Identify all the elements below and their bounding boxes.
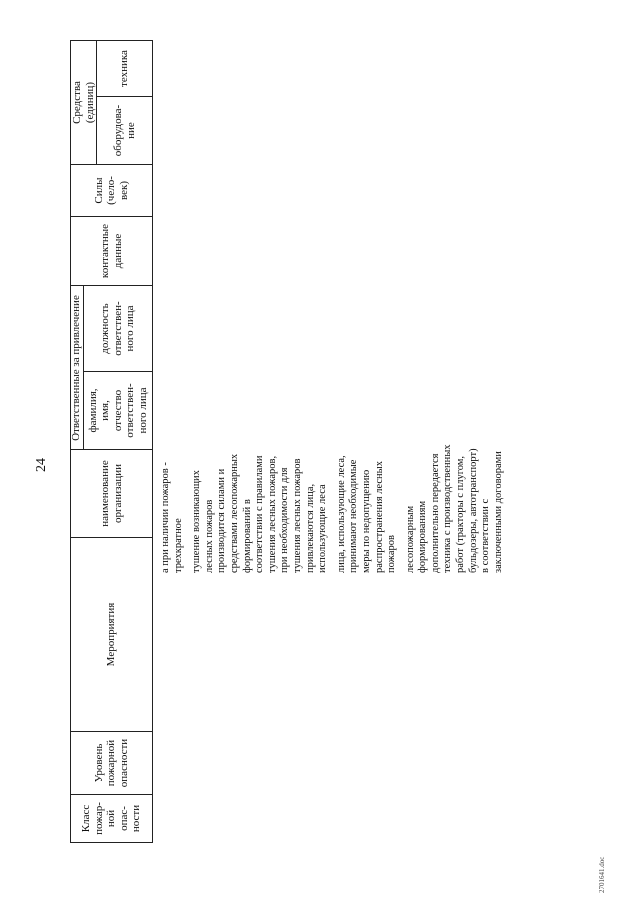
measures-text-line: тушения лесных пожаров [291,458,303,573]
header-person-line: ного лица [136,387,149,434]
measures-text-line: дополнительно передается [429,453,441,573]
measures-text-line: лица, использующие леса, [335,455,347,573]
header-machinery-label: техника [118,50,131,87]
measures-text-line: формированиям [417,500,429,573]
measures-text-line: принимают необходимые [348,459,360,573]
measures-text-line: тушение возникающих [191,470,203,573]
header-means-line: (единиц) [83,81,96,124]
measures-text-line: пожаров [386,535,398,573]
measures-text-line: производится силами и [216,468,228,573]
header-org-line: организации [111,463,124,524]
header-position-cell [84,286,152,371]
header-person-line: имя, [99,400,112,421]
header-contacts-line: данные [111,233,124,269]
measures-text-line: привлекаются лица, [304,483,316,573]
footer-doc-code: 2701641.doc [598,856,606,893]
header-class-line: ности [130,804,143,833]
measures-text-line: техника с производственных [442,444,454,573]
header-org-line: наименование [99,460,111,527]
header-class-line: пожар- [92,802,105,835]
measures-text-line: меры по недопущению [360,469,372,573]
header-class-cell [71,795,152,842]
header-person-name-cell [84,372,152,449]
header-person-line: ответствен- [124,383,137,438]
measures-text-line: тушения лесных пожаров, [266,455,278,573]
measures-text-line: использующие леса [317,484,329,573]
header-machinery-cell [97,41,152,96]
header-responsible-group [70,286,83,450]
measures-text-line: заключенными договорами [492,451,504,573]
header-equipment-line: оборудова- [112,104,124,157]
measures-text-line: а при наличии пожаров - [160,462,171,573]
measures-text-line: в соответствии с [480,498,492,573]
measures-text-line: при необходимости для [279,467,291,573]
col-border-0 [70,842,153,843]
measures-text-line: лесопожарным [404,505,416,573]
header-contacts-line: контактные [99,223,111,279]
header-responsible-label: Ответственные за привлечение [70,295,83,441]
header-class-line: ной [105,809,118,828]
header-forces-line: Силы [92,177,105,204]
header-forces-line: (чело- [105,176,118,205]
header-equipment-line: ние [124,122,137,139]
header-person-line: фамилия, [86,388,99,433]
header-contacts-cell [71,217,152,285]
header-bottom-border [152,41,153,843]
measures-text-line: трехкратное [172,518,184,573]
header-person-line: отчество [111,389,124,432]
header-level-line: пожарной [105,739,118,787]
header-forces-cell [71,165,152,216]
measures-text [160,333,505,573]
measures-text-line: формирований в [241,499,253,573]
measures-text-line: распространения лесных [373,461,385,573]
header-measures-label: Мероприятия [105,602,118,667]
measures-text-line: бульдозеры, автотранспорт) [467,448,479,573]
header-org-name-cell [71,450,152,537]
measures-text-line: соответствии с правилами [254,455,266,573]
page-number: 24 [34,458,49,472]
header-position-line: ответствен- [111,301,124,356]
measures-text-line: работ (тракторы с плугом, [455,455,467,573]
header-class-line: опас- [117,806,130,831]
measures-text-line: лесных пожаров [203,499,215,573]
header-level-line: опасности [117,738,130,788]
header-position-line: должность [99,303,112,354]
header-position-line: ного лица [124,305,137,352]
header-class-line: Класс [80,804,93,833]
header-means-line: Средства [71,81,83,124]
header-level-line: Уровень [92,743,105,783]
header-forces-line: век) [117,181,130,201]
header-means-group [71,41,96,164]
header-measures-cell [71,538,152,731]
header-level-cell [71,732,152,794]
header-equipment-cell [97,97,152,164]
measures-text-line: средствами лесопожарных [228,453,240,573]
